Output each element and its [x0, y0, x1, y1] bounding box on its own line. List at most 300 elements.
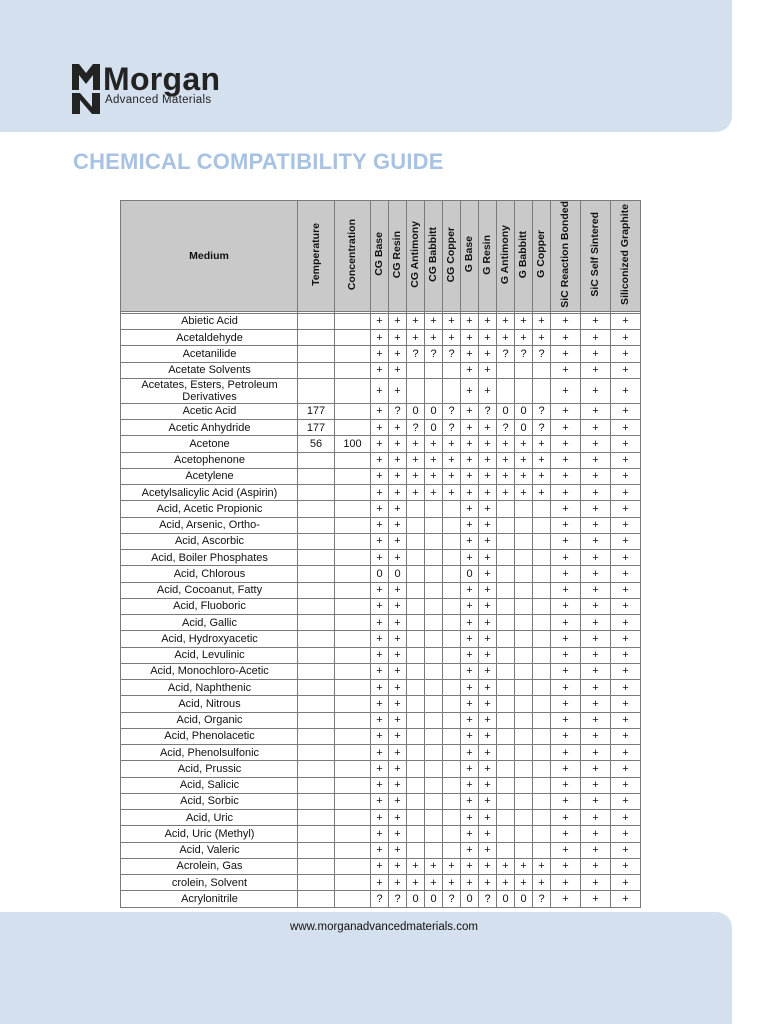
rating-cell [497, 696, 515, 712]
rating-cell: + [611, 582, 641, 598]
rating-cell: 0 [515, 891, 533, 907]
rating-cell: + [479, 858, 497, 874]
rating-cell: + [581, 452, 611, 468]
column-header-label: CG Base [373, 232, 385, 277]
rating-cell: + [371, 598, 389, 614]
rating-cell [407, 615, 425, 631]
rating-cell [298, 501, 335, 517]
rating-cell: 0 [461, 566, 479, 582]
rating-cell [533, 663, 551, 679]
rating-cell: + [479, 533, 497, 549]
table-row [121, 891, 641, 907]
rating-cell: + [611, 403, 641, 419]
rating-cell [335, 615, 371, 631]
rating-cell [533, 712, 551, 728]
rating-cell: + [533, 468, 551, 484]
rating-cell: + [611, 501, 641, 517]
rating-cell: + [461, 468, 479, 484]
rating-cell: + [551, 403, 581, 419]
rating-cell: + [461, 761, 479, 777]
rating-cell: + [497, 330, 515, 346]
rating-cell [407, 566, 425, 582]
rating-cell [335, 517, 371, 533]
rating-cell: 0 [407, 403, 425, 419]
brand-tagline: Advanced Materials [105, 94, 212, 106]
rating-cell: + [425, 858, 443, 874]
rating-cell: + [551, 452, 581, 468]
medium-name: Acetylene [121, 468, 298, 484]
rating-cell [515, 533, 533, 549]
column-header [443, 201, 461, 312]
medium-name: Acid, Levulinic [121, 647, 298, 663]
rating-cell: + [389, 582, 407, 598]
rating-cell [497, 598, 515, 614]
rating-cell [497, 517, 515, 533]
rating-cell: + [443, 468, 461, 484]
rating-cell: + [551, 631, 581, 647]
table-row [121, 615, 641, 631]
rating-cell: ? [533, 346, 551, 362]
column-header-label: Temperature [309, 222, 322, 286]
rating-cell [425, 362, 443, 378]
rating-cell: + [581, 826, 611, 842]
rating-cell: 0 [515, 420, 533, 436]
rating-cell [298, 598, 335, 614]
rating-cell [497, 362, 515, 378]
rating-cell: + [515, 858, 533, 874]
rating-cell: + [371, 777, 389, 793]
rating-cell [335, 550, 371, 566]
rating-cell: + [551, 582, 581, 598]
column-header-label: Siliconized Graphite [619, 203, 631, 305]
rating-cell: + [515, 313, 533, 329]
rating-cell: + [551, 793, 581, 809]
rating-cell: + [425, 452, 443, 468]
rating-cell: + [389, 313, 407, 329]
rating-cell: + [551, 346, 581, 362]
rating-cell [497, 501, 515, 517]
rating-cell [425, 663, 443, 679]
rating-cell [335, 793, 371, 809]
rating-cell: + [611, 420, 641, 436]
rating-cell: ? [515, 346, 533, 362]
rating-cell [425, 582, 443, 598]
rating-cell: + [611, 647, 641, 663]
rating-cell [515, 631, 533, 647]
rating-cell: 0 [497, 891, 515, 907]
rating-cell: + [461, 875, 479, 891]
rating-cell [497, 615, 515, 631]
rating-cell [443, 777, 461, 793]
rating-cell [425, 566, 443, 582]
rating-cell: ? [533, 420, 551, 436]
rating-cell: + [479, 647, 497, 663]
column-header-label: G Antimony [499, 224, 511, 284]
morgan-logo-mark-icon [72, 64, 100, 116]
rating-cell [425, 745, 443, 761]
rating-cell: + [371, 680, 389, 696]
table-row [121, 452, 641, 468]
rating-cell [443, 533, 461, 549]
rating-cell: + [443, 452, 461, 468]
rating-cell [497, 378, 515, 403]
rating-cell [335, 712, 371, 728]
rating-cell [335, 631, 371, 647]
column-header-label: G Resin [481, 234, 493, 275]
rating-cell [515, 761, 533, 777]
rating-cell: + [581, 378, 611, 403]
rating-cell: + [581, 362, 611, 378]
rating-cell: ? [443, 403, 461, 419]
rating-cell [335, 420, 371, 436]
table-row [121, 517, 641, 533]
rating-cell: + [581, 696, 611, 712]
rating-cell: + [371, 810, 389, 826]
rating-cell: + [611, 313, 641, 329]
rating-cell: + [551, 517, 581, 533]
medium-name: Acid, Prussic [121, 761, 298, 777]
rating-cell: + [371, 663, 389, 679]
rating-cell: + [611, 550, 641, 566]
rating-cell [407, 680, 425, 696]
rating-cell: + [533, 858, 551, 874]
column-header-label: CG Resin [391, 230, 403, 279]
medium-name: Acid, Acetic Propionic [121, 501, 298, 517]
table-row [121, 793, 641, 809]
table-row [121, 761, 641, 777]
rating-cell: + [515, 330, 533, 346]
rating-cell: + [581, 761, 611, 777]
rating-cell [298, 696, 335, 712]
rating-cell: + [443, 330, 461, 346]
rating-cell [497, 647, 515, 663]
rating-cell: + [371, 761, 389, 777]
column-header [389, 201, 407, 312]
rating-cell [425, 696, 443, 712]
rating-cell: + [443, 875, 461, 891]
rating-cell [533, 728, 551, 744]
rating-cell [443, 826, 461, 842]
rating-cell [335, 582, 371, 598]
rating-cell [335, 875, 371, 891]
rating-cell: + [389, 663, 407, 679]
rating-cell: + [497, 436, 515, 452]
column-header [515, 201, 533, 312]
table-row [121, 362, 641, 378]
rating-cell: + [551, 777, 581, 793]
table-row [121, 696, 641, 712]
rating-cell: 0 [407, 891, 425, 907]
rating-cell [335, 728, 371, 744]
rating-cell: + [533, 313, 551, 329]
column-header [497, 201, 515, 312]
table-row [121, 468, 641, 484]
table-row [121, 663, 641, 679]
rating-cell: + [551, 696, 581, 712]
rating-cell: + [581, 712, 611, 728]
rating-cell [515, 615, 533, 631]
rating-cell [533, 517, 551, 533]
rating-cell: + [551, 330, 581, 346]
rating-cell: + [425, 468, 443, 484]
rating-cell: + [407, 330, 425, 346]
rating-cell [497, 680, 515, 696]
rating-cell: + [551, 362, 581, 378]
rating-cell [425, 533, 443, 549]
rating-cell [533, 826, 551, 842]
rating-cell [443, 582, 461, 598]
rating-cell: + [371, 501, 389, 517]
rating-cell: ? [497, 420, 515, 436]
rating-cell [298, 615, 335, 631]
rating-cell [533, 842, 551, 858]
rating-cell: + [581, 436, 611, 452]
rating-cell: + [551, 745, 581, 761]
medium-name: crolein, Solvent [121, 875, 298, 891]
rating-cell: + [371, 346, 389, 362]
rating-cell [533, 598, 551, 614]
rating-cell: + [479, 712, 497, 728]
rating-cell: + [581, 485, 611, 501]
compatibility-table [120, 200, 641, 908]
rating-cell: ? [533, 891, 551, 907]
rating-cell: + [611, 615, 641, 631]
rating-cell: + [479, 761, 497, 777]
rating-cell: + [425, 875, 443, 891]
rating-cell [335, 761, 371, 777]
rating-cell: + [611, 485, 641, 501]
column-header [425, 201, 443, 312]
rating-cell: + [581, 330, 611, 346]
rating-cell: ? [533, 403, 551, 419]
rating-cell: + [371, 517, 389, 533]
rating-cell: + [389, 330, 407, 346]
rating-cell: + [371, 436, 389, 452]
table-row [121, 533, 641, 549]
rating-cell: + [611, 842, 641, 858]
rating-cell: + [461, 550, 479, 566]
rating-cell: + [611, 533, 641, 549]
medium-name: Acrolein, Gas [121, 858, 298, 874]
rating-cell [407, 378, 425, 403]
medium-name: Abietic Acid [121, 313, 298, 329]
rating-cell [425, 810, 443, 826]
rating-cell [443, 663, 461, 679]
rating-cell: + [479, 793, 497, 809]
rating-cell: + [551, 858, 581, 874]
brand-name: Morgan [103, 61, 221, 97]
rating-cell: + [581, 875, 611, 891]
rating-cell: + [479, 550, 497, 566]
rating-cell: + [461, 631, 479, 647]
rating-cell: + [551, 680, 581, 696]
table-row [121, 403, 641, 419]
page-title: CHEMICAL COMPATIBILITY GUIDE [73, 149, 444, 174]
rating-cell [335, 485, 371, 501]
rating-cell: + [497, 485, 515, 501]
rating-cell [298, 728, 335, 744]
rating-cell: + [461, 712, 479, 728]
rating-cell [335, 533, 371, 549]
rating-cell: + [407, 468, 425, 484]
rating-cell: + [407, 858, 425, 874]
rating-cell: + [515, 436, 533, 452]
medium-name: Acid, Naphthenic [121, 680, 298, 696]
medium-name: Acid, Gallic [121, 615, 298, 631]
rating-cell [298, 468, 335, 484]
rating-cell [443, 842, 461, 858]
rating-cell: + [461, 680, 479, 696]
rating-cell: + [443, 858, 461, 874]
rating-cell: ? [497, 346, 515, 362]
rating-cell: + [479, 842, 497, 858]
rating-cell [533, 362, 551, 378]
rating-cell: 0 [371, 566, 389, 582]
rating-cell [533, 533, 551, 549]
rating-cell [533, 680, 551, 696]
rating-cell [335, 362, 371, 378]
rating-cell: + [551, 485, 581, 501]
column-header-label: SiC Reaction Bonded [559, 201, 571, 308]
rating-cell: + [497, 875, 515, 891]
rating-cell [335, 891, 371, 907]
medium-name: Acetaldehyde [121, 330, 298, 346]
rating-cell: + [461, 598, 479, 614]
table-row [121, 810, 641, 826]
rating-cell: + [461, 330, 479, 346]
rating-cell [298, 842, 335, 858]
rating-cell: + [461, 858, 479, 874]
rating-cell [407, 793, 425, 809]
rating-cell: + [389, 631, 407, 647]
rating-cell: + [371, 858, 389, 874]
rating-cell: + [551, 761, 581, 777]
rating-cell: + [461, 501, 479, 517]
rating-cell: + [371, 330, 389, 346]
rating-cell [298, 680, 335, 696]
rating-cell: + [371, 793, 389, 809]
table-row [121, 647, 641, 663]
rating-cell [533, 582, 551, 598]
rating-cell: + [443, 485, 461, 501]
rating-cell [335, 566, 371, 582]
rating-cell: ? [389, 891, 407, 907]
rating-cell: + [479, 436, 497, 452]
footer-url-link[interactable]: www.morganadvancedmaterials.com [290, 921, 478, 933]
column-header [611, 201, 641, 312]
rating-cell [515, 362, 533, 378]
rating-cell: + [479, 875, 497, 891]
rating-cell: + [581, 615, 611, 631]
rating-cell: + [551, 313, 581, 329]
rating-cell [298, 452, 335, 468]
rating-cell [407, 663, 425, 679]
rating-cell [443, 378, 461, 403]
medium-name: Acid, Nitrous [121, 696, 298, 712]
column-header-label: CG Babbitt [427, 226, 439, 282]
rating-cell: + [581, 468, 611, 484]
rating-cell: + [461, 452, 479, 468]
medium-name: Acetone [121, 436, 298, 452]
column-header [461, 201, 479, 312]
rating-cell: ? [479, 891, 497, 907]
rating-cell [497, 582, 515, 598]
rating-cell: + [479, 420, 497, 436]
rating-cell [335, 842, 371, 858]
rating-cell: + [551, 436, 581, 452]
rating-cell: + [479, 615, 497, 631]
rating-cell: + [389, 842, 407, 858]
rating-cell: + [581, 403, 611, 419]
rating-cell [298, 362, 335, 378]
rating-cell [298, 858, 335, 874]
column-header [551, 201, 581, 312]
rating-cell: + [551, 615, 581, 631]
rating-cell: + [611, 436, 641, 452]
rating-cell: + [389, 598, 407, 614]
table-row [121, 728, 641, 744]
rating-cell [497, 631, 515, 647]
rating-cell [515, 793, 533, 809]
table-row [121, 313, 641, 329]
rating-cell: + [479, 313, 497, 329]
rating-cell: + [443, 313, 461, 329]
rating-cell [515, 598, 533, 614]
rating-cell [533, 631, 551, 647]
rating-cell: 0 [425, 420, 443, 436]
column-header-label: SiC Self Sintered [589, 212, 601, 297]
column-header [581, 201, 611, 312]
rating-cell: + [389, 745, 407, 761]
rating-cell: + [371, 550, 389, 566]
table-row [121, 378, 641, 403]
rating-cell [515, 566, 533, 582]
rating-cell: + [479, 680, 497, 696]
rating-cell [497, 566, 515, 582]
rating-cell [298, 793, 335, 809]
rating-cell [298, 485, 335, 501]
rating-cell: + [611, 680, 641, 696]
rating-cell: + [551, 550, 581, 566]
rating-cell: + [611, 761, 641, 777]
rating-cell [407, 517, 425, 533]
rating-cell: + [479, 663, 497, 679]
rating-cell: + [389, 615, 407, 631]
rating-cell [425, 826, 443, 842]
rating-cell: + [443, 436, 461, 452]
rating-cell: + [389, 696, 407, 712]
rating-cell: + [371, 485, 389, 501]
rating-cell: + [581, 598, 611, 614]
rating-cell: + [461, 436, 479, 452]
rating-cell: + [407, 452, 425, 468]
rating-cell: + [611, 598, 641, 614]
rating-cell [407, 745, 425, 761]
rating-cell: + [581, 745, 611, 761]
rating-cell [335, 696, 371, 712]
medium-name: Acetylsalicylic Acid (Aspirin) [121, 485, 298, 501]
rating-cell [335, 346, 371, 362]
rating-cell [335, 680, 371, 696]
rating-cell: + [581, 550, 611, 566]
rating-cell: + [581, 631, 611, 647]
rating-cell: + [371, 647, 389, 663]
rating-cell: + [551, 826, 581, 842]
rating-cell [515, 826, 533, 842]
rating-cell: + [389, 712, 407, 728]
rating-cell: + [479, 826, 497, 842]
rating-cell [298, 761, 335, 777]
